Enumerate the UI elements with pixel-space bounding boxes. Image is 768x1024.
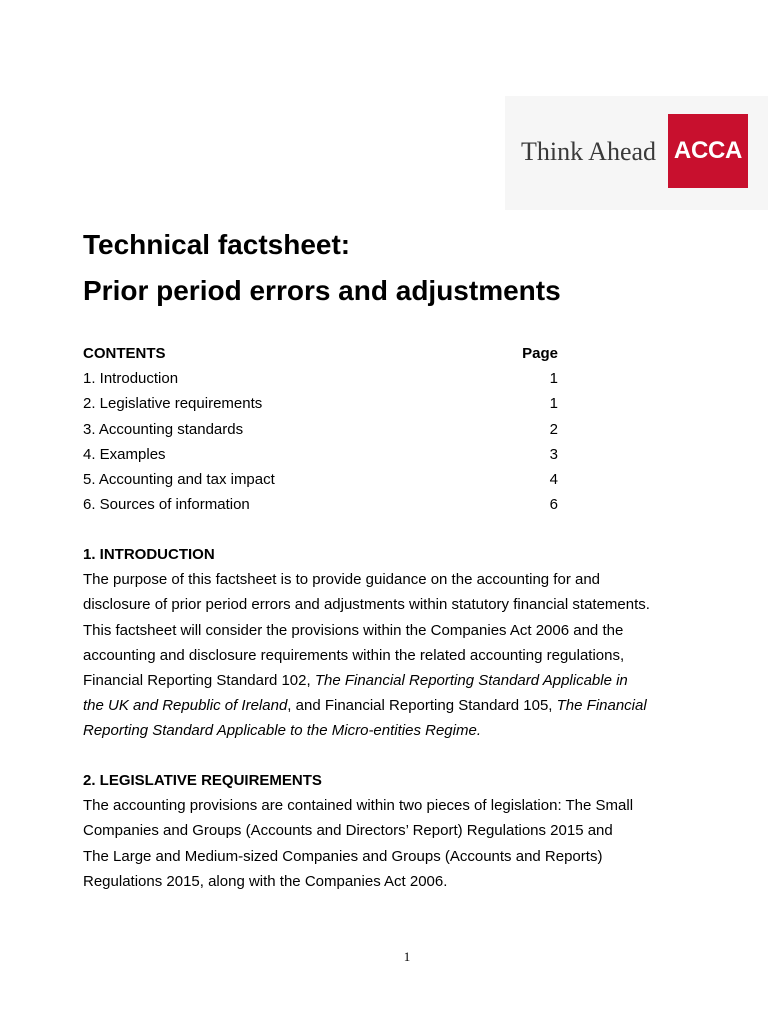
text-segment: Regulations 2015, along with the Companies Act 2006. — [83, 872, 448, 890]
acca-logo — [668, 114, 748, 188]
contents-entry-page: 1 — [549, 395, 558, 413]
paragraph-line — [83, 793, 633, 818]
title-line-1: Technical factsheet: — [83, 229, 351, 260]
italic-text-segment: The Financial — [556, 697, 647, 715]
paragraph-line — [83, 567, 650, 592]
contents-entry-label: 3. Accounting standards — [83, 420, 244, 438]
contents-entry-page: 3 — [549, 445, 558, 463]
text-segment: This factsheet will consider the provisions within the Companies Act 2006 and the — [83, 621, 624, 639]
contents-entry-label: 4. Examples — [83, 445, 166, 463]
contents-header-row — [83, 341, 558, 366]
section-introduction — [83, 542, 650, 744]
contents-entry-page: 2 — [549, 420, 558, 438]
contents-entry-label: 5. Accounting and tax impact — [83, 471, 275, 489]
italic-text-segment: Reporting Standard Applicable to the Micro-entities Regime. — [83, 722, 481, 740]
section-heading: 2. LEGISLATIVE REQUIREMENTS — [83, 772, 322, 789]
page-number: 1 — [403, 949, 411, 964]
text-segment: accounting and disclosure requirements within the related accounting regulations, — [83, 646, 625, 664]
contents-entry-label: 2. Legislative requirements — [83, 395, 263, 413]
paragraph-line — [83, 718, 650, 743]
paragraph-line — [83, 592, 650, 617]
contents-entry-page: 6 — [549, 496, 558, 514]
contents-entry-label: 6. Sources of information — [83, 496, 250, 514]
table-of-contents — [83, 341, 558, 517]
contents-entry-sources-of-information — [83, 492, 558, 517]
text-segment: Financial Reporting Standard 102, — [83, 672, 315, 690]
paragraph-line — [83, 643, 650, 668]
section-legislative-requirements — [83, 768, 633, 894]
text-segment: The Large and Medium-sized Companies and Groups (Accounts and Reports) — [83, 847, 603, 865]
paragraph-line — [83, 618, 650, 643]
paragraph-line — [83, 818, 633, 843]
italic-text-segment: The Financial Reporting Standard Applicable in — [314, 672, 628, 690]
paragraph-line — [83, 869, 633, 894]
contents-entry-examples — [83, 442, 558, 467]
contents-entry-page: 1 — [549, 370, 558, 388]
contents-entry-page: 4 — [549, 471, 558, 489]
page-column-heading: Page — [522, 345, 558, 362]
contents-entry-introduction — [83, 366, 558, 391]
contents-entry-accounting-standards — [83, 417, 558, 442]
italic-text-segment: the UK and Republic of Ireland — [83, 697, 288, 715]
section-body — [83, 793, 633, 894]
text-segment: disclosure of prior period errors and adjustments within statutory financial statements. — [83, 596, 650, 614]
logo-area — [505, 96, 768, 210]
contents-heading: CONTENTS — [83, 345, 166, 362]
section-heading: 1. INTRODUCTION — [83, 546, 215, 563]
text-segment: Companies and Groups (Accounts and Directors’ Report) Regulations 2015 and — [83, 822, 613, 840]
text-segment: The accounting provisions are contained within two pieces of legislation: The Small — [83, 797, 634, 815]
contents-entry-label: 1. Introduction — [83, 370, 179, 388]
contents-entry-accounting-and-tax-impact — [83, 467, 558, 492]
paragraph-line — [83, 693, 650, 718]
text-segment: The purpose of this factsheet is to provide guidance on the accounting for and — [83, 571, 601, 589]
text-segment: , and Financial Reporting Standard 105, — [287, 697, 557, 715]
paragraph-line — [83, 668, 650, 693]
paragraph-line — [83, 844, 633, 869]
title-line-2: Prior period errors and adjustments — [83, 275, 561, 306]
logo-tagline: Think Ahead — [521, 137, 657, 166]
contents-entry-legislative-requirements — [83, 391, 558, 416]
section-body — [83, 567, 650, 743]
acca-logo-text: ACCA — [673, 137, 743, 164]
document-title — [83, 222, 561, 314]
